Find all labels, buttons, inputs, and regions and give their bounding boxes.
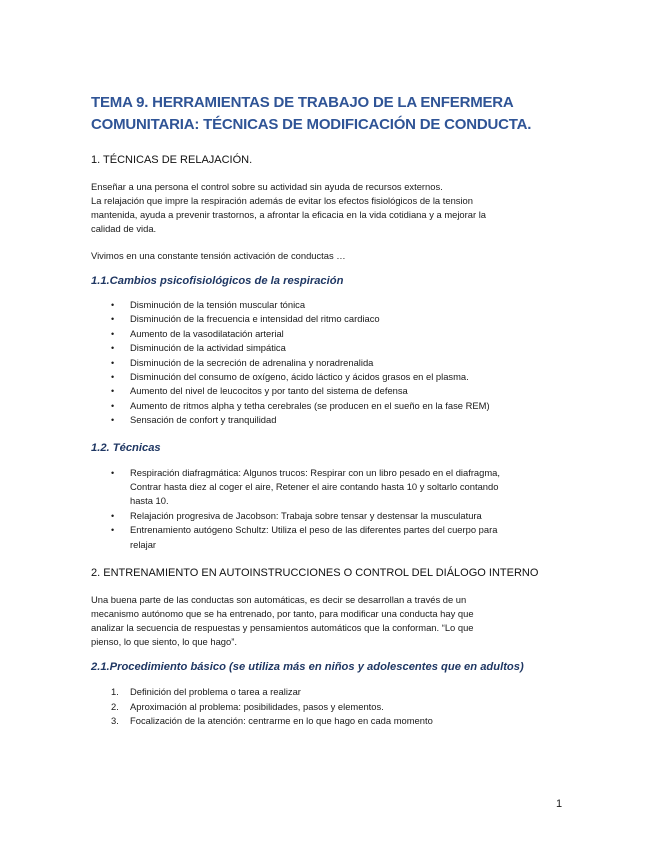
- bullet-icon: •: [111, 357, 115, 368]
- page-number: 1: [556, 798, 563, 810]
- list-number: 1.: [111, 686, 119, 698]
- page-content: [91, 92, 561, 728]
- para-line: pienso, lo que siento, lo que hago”.: [91, 636, 237, 648]
- para-line: analizar la secuencia de respuestas y pensamientos automáticos que la conforman. “Lo que: [91, 622, 474, 634]
- list-item: 3. Focalización de la atención: centrarme en lo que hago en cada momento: [91, 714, 561, 728]
- list-item: • Disminución de la actividad simpática: [91, 341, 561, 355]
- list-item: 2. Aproximación al problema: posibilidades, pasos y elementos.: [91, 700, 561, 714]
- bullet-icon: •: [111, 400, 115, 411]
- section-1-1-heading: 1.1.Cambios psicofisiológicos de la respiración: [91, 275, 344, 287]
- bullet-icon: •: [111, 328, 115, 339]
- para-line: mecanismo autónomo que se ha entrenado, por tanto, para modificar una conducta hay que: [91, 608, 474, 620]
- document-title: [91, 92, 561, 136]
- bullet-icon: •: [111, 314, 115, 325]
- section-2-paragraph: [91, 593, 561, 649]
- section-2-1-heading: 2.1.Procedimiento básico (se utiliza más en niños y adolescentes que en adultos): [91, 661, 524, 674]
- section-1-paragraph-1: [91, 180, 561, 236]
- para-line: La relajación que impre la respiración además de evitar los efectos fisiológicos de la tension: [91, 195, 473, 206]
- title-line-2: COMUNITARIA: TÉCNICAS DE MODIFICACIÓN DE CONDUCTA.: [91, 116, 532, 133]
- para-line: calidad de vida.: [91, 223, 157, 234]
- para-line: Enseñar a una persona el control sobre su actividad sin ayuda de recursos externos.: [91, 181, 443, 192]
- bullet-icon: •: [111, 510, 115, 521]
- physiological-changes-list: [91, 298, 561, 428]
- para-line: Una buena parte de las conductas son automáticas, es decir se desarrollan a través de un: [91, 594, 467, 606]
- list-item: • Disminución de la secreción de adrenalina y noradrenalida: [91, 356, 561, 370]
- list-item: • Aumento de la vasodilatación arterial: [91, 327, 561, 341]
- techniques-list: [91, 466, 561, 552]
- para-line: mantenida, ayuda a prevenir trastornos, a afrontar la eficacia en la vida cotidiana y a mejorar la: [91, 209, 487, 220]
- list-item: • Aumento del nivel de leucocitos y por tanto del sistema de defensa: [91, 384, 561, 398]
- list-item: • Entrenamiento autógeno Schultz: Utiliza el peso de las diferentes partes del cuerpo para relajar: [111, 524, 498, 550]
- list-number: 3.: [111, 714, 119, 726]
- list-item: • Disminución de la tensión muscular tónica: [91, 298, 561, 312]
- section-2-heading: 2. ENTRENAMIENTO EN AUTOINSTRUCCIONES O CONTROL DEL DIÁLOGO INTERNO: [91, 567, 539, 580]
- bullet-icon: •: [111, 467, 115, 478]
- section-1-heading: 1. TÉCNICAS DE RELAJACIÓN.: [91, 154, 253, 166]
- list-item: 1. Definición del problema o tarea a realizar: [91, 685, 561, 699]
- bullet-icon: •: [111, 372, 115, 383]
- list-item: • Disminución del consumo de oxígeno, ácido láctico y ácidos grasos en el plasma.: [91, 370, 561, 384]
- bullet-icon: •: [111, 525, 115, 536]
- list-number: 2.: [111, 700, 119, 712]
- list-item: • Relajación progresiva de Jacobson: Trabaja sobre tensar y destensar la musculatura: [91, 509, 561, 523]
- title-line-1: TEMA 9. HERRAMIENTAS DE TRABAJO DE LA ENFERMERA: [91, 94, 514, 111]
- bullet-icon: •: [111, 415, 115, 426]
- section-1-paragraph-2: Vivimos en una constante tensión activación de conductas …: [91, 250, 346, 261]
- procedure-list: [91, 685, 561, 728]
- list-item: • Respiración diafragmática: Algunos trucos: Respirar con un libro pesado en el diafragma, Contrar hasta diez al coger el aire, Retener el aire contando hasta 10 y soltarlo contando hasta 10.: [111, 466, 500, 507]
- bullet-icon: •: [111, 386, 115, 397]
- bullet-icon: •: [111, 300, 115, 310]
- list-item: • Aumento de ritmos alpha y tetha cerebrales (se producen en el sueño en la fase REM): [91, 399, 561, 413]
- section-1-2-heading: 1.2. Técnicas: [91, 441, 161, 454]
- list-item: • Disminución de la frecuencia e intensidad del ritmo cardiaco: [91, 312, 561, 326]
- list-item: • Sensación de confort y tranquilidad: [91, 413, 561, 427]
- bullet-icon: •: [111, 343, 115, 354]
